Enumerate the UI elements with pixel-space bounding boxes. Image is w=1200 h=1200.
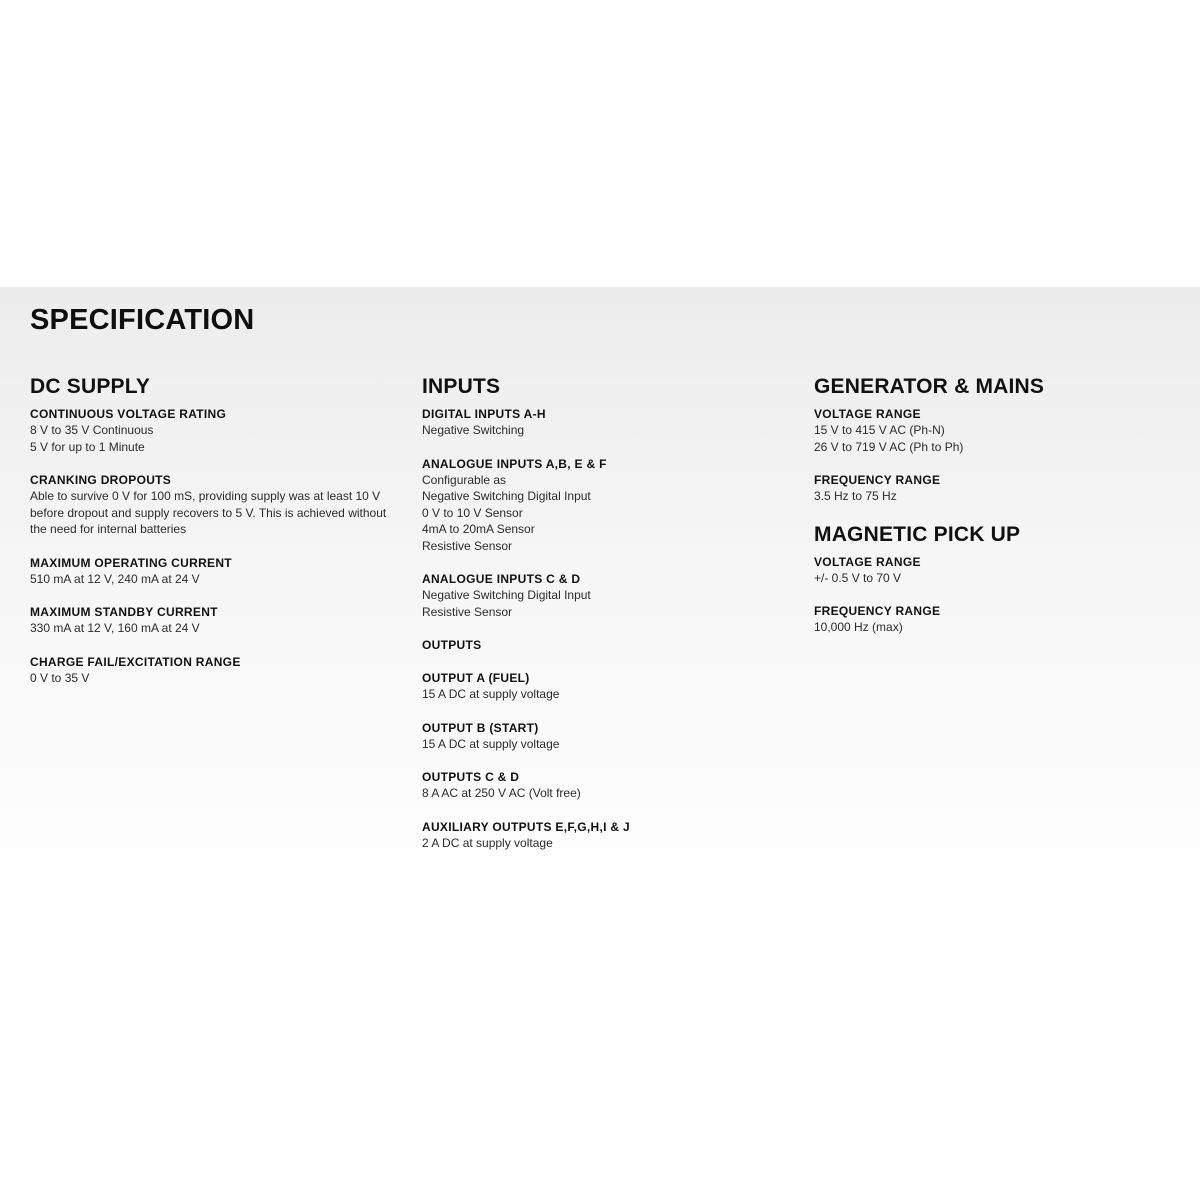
- spec-value: 15 A DC at supply voltage: [422, 687, 560, 701]
- spec-value: Negative Switching Digital Input: [422, 489, 591, 503]
- spec-value: 15 A DC at supply voltage: [422, 736, 560, 751]
- spec-value: 15 V to 415 V AC (Ph-N): [814, 423, 945, 437]
- spec-label: OUTPUTS: [422, 638, 482, 652]
- inputs-heading: INPUTS: [422, 375, 501, 398]
- spec-value: +/- 0.5 V to 70 V: [814, 570, 902, 585]
- spec-item-charge-fail-range: [30, 654, 400, 687]
- spec-item-output-a-fuel: [422, 670, 792, 703]
- dc-supply-column: [30, 374, 400, 703]
- spec-item-analogue-inputs-abef: [422, 456, 792, 555]
- spec-label: CHARGE FAIL/EXCITATION RANGE: [30, 654, 241, 669]
- spec-item-max-operating-current: [30, 555, 400, 588]
- spec-label: OUTPUT A (FUEL): [422, 671, 530, 685]
- spec-item-gen-voltage-range: [814, 406, 1184, 455]
- spec-label: ANALOGUE INPUTS C & D: [422, 572, 581, 586]
- spec-item-mpu-voltage-range: [814, 554, 1184, 587]
- spec-value: Configurable as: [422, 472, 507, 487]
- spec-value: Resistive Sensor: [422, 538, 513, 553]
- spec-item-digital-inputs: [422, 406, 792, 439]
- spec-label: VOLTAGE RANGE: [814, 554, 921, 569]
- spec-label: OUTPUT B (START): [422, 720, 539, 735]
- spec-value: 510 mA at 12 V, 240 mA at 24 V: [30, 571, 200, 586]
- spec-value: 8 A AC at 250 V AC (Volt free): [422, 786, 581, 800]
- spec-value: 26 V to 719 V AC (Ph to Ph): [814, 439, 964, 454]
- spec-item-outputs: [422, 637, 792, 653]
- spec-item-auxiliary-outputs: [422, 819, 792, 852]
- spec-label: DIGITAL INPUTS A-H: [422, 407, 546, 421]
- spec-label: FREQUENCY RANGE: [814, 473, 941, 487]
- dc-supply-heading: DC SUPPLY: [30, 375, 151, 398]
- spec-label: CRANKING DROPOUTS: [30, 473, 172, 487]
- spec-value: 10,000 Hz (max): [814, 620, 903, 634]
- spec-value: Negative Switching: [422, 423, 525, 437]
- spec-value: 0 V to 35 V: [30, 670, 90, 685]
- spec-value: 3.5 Hz to 75 Hz: [814, 489, 897, 503]
- page-title: SPECIFICATION: [30, 304, 255, 336]
- spec-value: 2 A DC at supply voltage: [422, 835, 553, 850]
- generator-mains-heading: GENERATOR & MAINS: [814, 375, 1045, 398]
- spec-item-gen-frequency-range: [814, 472, 1184, 505]
- spec-label: MAXIMUM STANDBY CURRENT: [30, 605, 218, 619]
- spec-value: 8 V to 35 V Continuous: [30, 423, 154, 437]
- spec-label: ANALOGUE INPUTS A,B, E & F: [422, 456, 607, 471]
- generator-mains-column: [814, 374, 1184, 653]
- spec-label: CONTINUOUS VOLTAGE RATING: [30, 407, 227, 421]
- magnetic-pickup-heading: MAGNETIC PICK UP: [814, 522, 1021, 546]
- spec-value: Resistive Sensor: [422, 604, 513, 619]
- spec-item-mpu-frequency-range: [814, 603, 1184, 636]
- spec-value: 330 mA at 12 V, 160 mA at 24 V: [30, 621, 200, 635]
- spec-item-outputs-cd: [422, 769, 792, 802]
- spec-item-cranking-dropouts: [30, 472, 400, 538]
- inputs-column: [422, 374, 792, 868]
- spec-value: 0 V to 10 V Sensor: [422, 505, 523, 520]
- spec-label: FREQUENCY RANGE: [814, 604, 941, 618]
- spec-label: MAXIMUM OPERATING CURRENT: [30, 555, 232, 570]
- spec-item-analogue-inputs-cd: [422, 571, 792, 620]
- spec-item-output-b-start: [422, 720, 792, 753]
- spec-value: 4mA to 20mA Sensor: [422, 522, 535, 536]
- spec-label: AUXILIARY OUTPUTS E,F,G,H,I & J: [422, 819, 630, 834]
- spec-label: OUTPUTS C & D: [422, 770, 520, 784]
- spec-value: 5 V for up to 1 Minute: [30, 439, 145, 454]
- spec-value: Negative Switching Digital Input: [422, 588, 591, 602]
- spec-value: Able to survive 0 V for 100 mS, providing supply was at least 10 V before dropout and supply recovers to 5 V. This is achieved without the need for internal batteries: [30, 489, 387, 536]
- spec-item-continuous-voltage: [30, 406, 400, 455]
- spec-item-max-standby-current: [30, 604, 400, 637]
- spec-label: VOLTAGE RANGE: [814, 407, 921, 421]
